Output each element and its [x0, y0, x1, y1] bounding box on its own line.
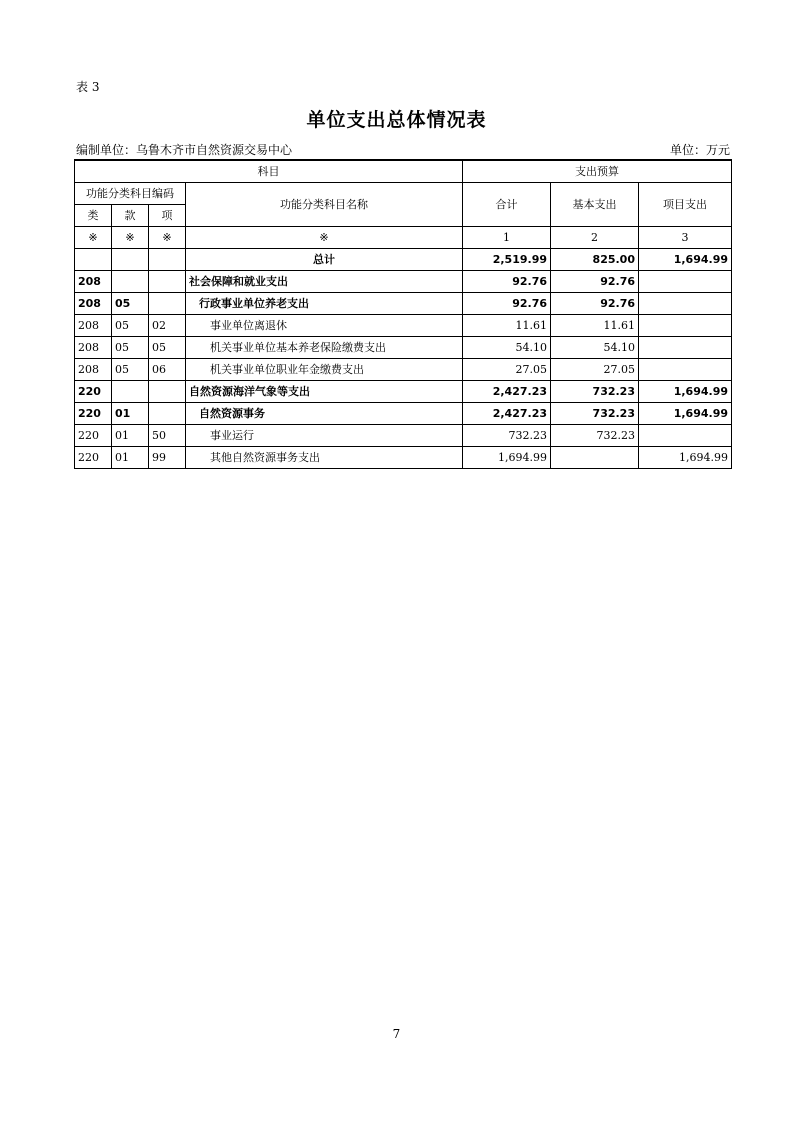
name-cell: 其他自然资源事务支出: [186, 447, 463, 469]
basic-cell: 54.10: [551, 337, 639, 359]
xiang-cell: 02: [149, 315, 186, 337]
kuan-cell: 05: [112, 293, 149, 315]
name-header: 功能分类科目名称: [186, 183, 463, 227]
basic-cell: 27.05: [551, 359, 639, 381]
total-cell: 92.76: [463, 271, 551, 293]
subject-header: 科目: [75, 160, 463, 183]
table-row: [75, 381, 732, 403]
basic-cell: 92.76: [551, 271, 639, 293]
column-number-2: 2: [551, 227, 639, 249]
name-cell: 自然资源事务: [186, 403, 463, 425]
lei-header: 类: [75, 205, 112, 227]
total-cell: 92.76: [463, 293, 551, 315]
project-cell: [639, 425, 732, 447]
project-cell: 1,694.99: [639, 249, 732, 271]
basic-cell: 11.61: [551, 315, 639, 337]
basic-cell: 732.23: [551, 381, 639, 403]
lei-cell: 208: [75, 293, 112, 315]
project-cell: [639, 293, 732, 315]
project-cell: [639, 337, 732, 359]
mark-cell: ※: [112, 227, 149, 249]
mark-cell: ※: [149, 227, 186, 249]
kuan-header: 款: [112, 205, 149, 227]
xiang-cell: [149, 381, 186, 403]
name-cell: 事业运行: [186, 425, 463, 447]
xiang-header: 项: [149, 205, 186, 227]
name-cell: 机关事业单位基本养老保险缴费支出: [186, 337, 463, 359]
total-header: 合计: [463, 183, 551, 227]
table-row: [75, 315, 732, 337]
xiang-cell: 06: [149, 359, 186, 381]
kuan-cell: 05: [112, 315, 149, 337]
name-cell: 事业单位离退休: [186, 315, 463, 337]
kuan-cell: 01: [112, 425, 149, 447]
name-cell: 自然资源海洋气象等支出: [186, 381, 463, 403]
lei-cell: 220: [75, 447, 112, 469]
project-cell: 1,694.99: [639, 403, 732, 425]
table-row-total: [75, 249, 732, 271]
basic-cell: 92.76: [551, 293, 639, 315]
mark-cell: ※: [75, 227, 112, 249]
basic-cell: [551, 447, 639, 469]
header-row-1: [75, 160, 732, 183]
kuan-cell: 01: [112, 403, 149, 425]
lei-cell: 220: [75, 425, 112, 447]
lei-cell: 208: [75, 271, 112, 293]
code-group-header: 功能分类科目编码: [75, 183, 186, 205]
budget-header: 支出预算: [463, 160, 732, 183]
column-number-1: 1: [463, 227, 551, 249]
kuan-cell: [112, 249, 149, 271]
kuan-cell: [112, 381, 149, 403]
basic-header: 基本支出: [551, 183, 639, 227]
total-cell: 1,694.99: [463, 447, 551, 469]
basic-cell: 732.23: [551, 403, 639, 425]
header-row-4: [75, 227, 732, 249]
organization-label: 编制单位：乌鲁木齐市自然资源交易中心: [76, 143, 293, 157]
table-row: [75, 337, 732, 359]
basic-cell: 825.00: [551, 249, 639, 271]
lei-cell: 208: [75, 359, 112, 381]
project-cell: [639, 359, 732, 381]
table-row: [75, 447, 732, 469]
table-row: [75, 293, 732, 315]
kuan-cell: 01: [112, 447, 149, 469]
total-cell: 27.05: [463, 359, 551, 381]
kuan-cell: [112, 271, 149, 293]
xiang-cell: 99: [149, 447, 186, 469]
name-cell: 行政事业单位养老支出: [186, 293, 463, 315]
project-cell: 1,694.99: [639, 381, 732, 403]
total-cell: 2,427.23: [463, 403, 551, 425]
total-cell: 11.61: [463, 315, 551, 337]
lei-cell: 208: [75, 315, 112, 337]
kuan-cell: 05: [112, 337, 149, 359]
lei-cell: 220: [75, 381, 112, 403]
page-title: 单位支出总体情况表: [306, 109, 487, 131]
xiang-cell: [149, 403, 186, 425]
total-cell: 2,427.23: [463, 381, 551, 403]
project-header: 项目支出: [639, 183, 732, 227]
project-cell: [639, 315, 732, 337]
name-cell: 社会保障和就业支出: [186, 271, 463, 293]
total-cell: 2,519.99: [463, 249, 551, 271]
name-cell: 机关事业单位职业年金缴费支出: [186, 359, 463, 381]
xiang-cell: 05: [149, 337, 186, 359]
kuan-cell: 05: [112, 359, 149, 381]
lei-cell: [75, 249, 112, 271]
header-row-2: [75, 183, 732, 205]
total-cell: 54.10: [463, 337, 551, 359]
project-cell: 1,694.99: [639, 447, 732, 469]
name-cell: 总计: [186, 249, 463, 271]
column-number-3: 3: [639, 227, 732, 249]
lei-cell: 220: [75, 403, 112, 425]
table-row: [75, 359, 732, 381]
table-row: [75, 271, 732, 293]
basic-cell: 732.23: [551, 425, 639, 447]
unit-label: 单位：万元: [669, 143, 730, 157]
xiang-cell: [149, 293, 186, 315]
xiang-cell: [149, 271, 186, 293]
mark-cell: ※: [186, 227, 463, 249]
table-row: [75, 403, 732, 425]
expenditure-table: [74, 159, 732, 469]
xiang-cell: [149, 249, 186, 271]
lei-cell: 208: [75, 337, 112, 359]
xiang-cell: 50: [149, 425, 186, 447]
table-number: 表 3: [76, 80, 100, 94]
table-row: [75, 425, 732, 447]
total-cell: 732.23: [463, 425, 551, 447]
project-cell: [639, 271, 732, 293]
page-number: 7: [392, 1027, 401, 1041]
